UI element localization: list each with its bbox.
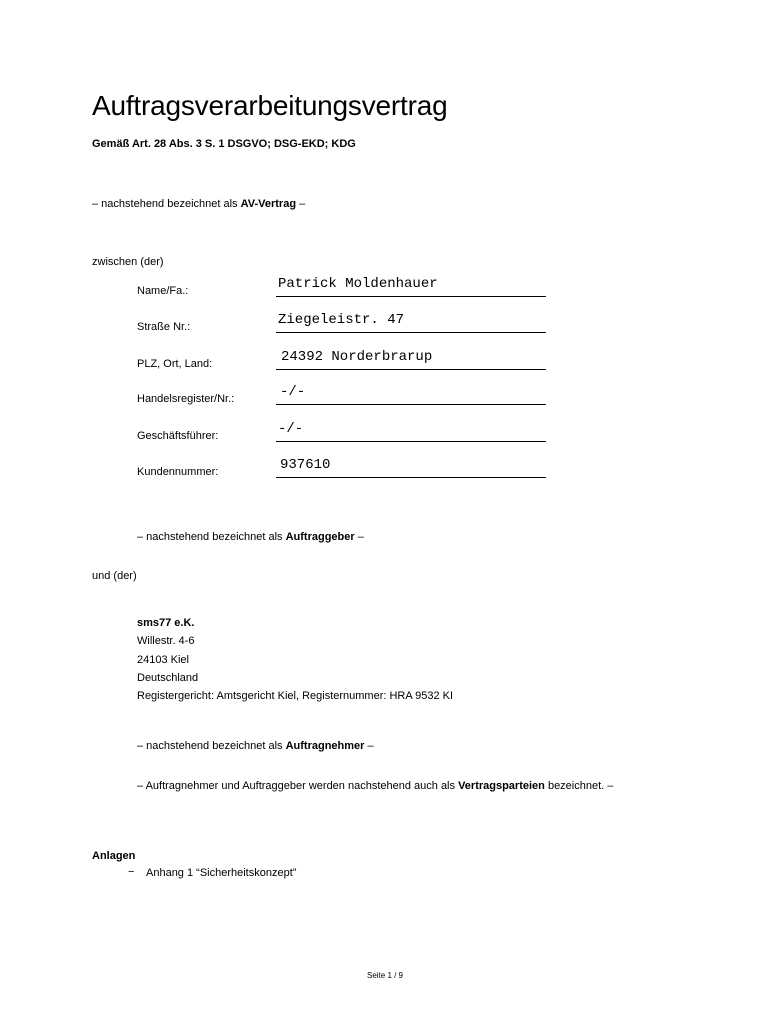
attachment-item: Anhang 1 “Sicherheitskonzept” <box>146 867 297 879</box>
contractor-designation-line <box>137 740 374 752</box>
field-value-city[interactable]: 24392 Norderbrarup <box>276 348 546 370</box>
field-label-city: PLZ, Ort, Land: <box>137 358 213 370</box>
contractor-line-prefix: – nachstehend bezeichnet als <box>137 740 286 752</box>
field-value-customer-number[interactable]: 937610 <box>276 456 546 478</box>
contractor-register: Registergericht: Amtsgericht Kiel, Registernummer: HRA 9532 KI <box>137 690 454 702</box>
contractor-country: Deutschland <box>137 672 199 684</box>
contractor-name: sms77 e.K. <box>137 617 195 629</box>
field-label-street: Straße Nr.: <box>137 321 191 333</box>
client-line-suffix: – <box>354 531 364 543</box>
field-label-name: Name/Fa.: <box>137 285 189 297</box>
and-label: und (der) <box>92 570 137 582</box>
contractor-city: 24103 Kiel <box>137 654 189 666</box>
parties-line-prefix: – Auftragnehmer und Auftraggeber werden nachstehend auch als <box>137 780 459 792</box>
attachments-heading: Anlagen <box>92 850 136 862</box>
contractor-street: Willestr. 4-6 <box>137 635 195 647</box>
page-footer: Seite 1 / 9 <box>366 971 404 980</box>
client-line-bold: Auftraggeber <box>285 531 355 543</box>
av-line-prefix: – nachstehend bezeichnet als <box>92 198 241 210</box>
field-value-name[interactable]: Patrick Moldenhauer <box>276 275 546 297</box>
parties-line-bold: Vertragsparteien <box>458 780 545 792</box>
av-line-bold: AV-Vertrag <box>240 198 297 210</box>
document-subtitle: Gemäß Art. 28 Abs. 3 S. 1 DSGVO; DSG-EKD; KDG <box>92 138 356 150</box>
field-value-street[interactable]: Ziegeleistr. 47 <box>276 311 546 333</box>
av-line-suffix: – <box>296 198 306 210</box>
parties-line-suffix: bezeichnet. – <box>544 780 614 792</box>
contractor-line-suffix: – <box>364 740 374 752</box>
av-contract-line <box>92 198 305 210</box>
field-value-register[interactable]: -/- <box>276 383 546 405</box>
parties-designation-line <box>137 780 613 792</box>
client-line-prefix: – nachstehend bezeichnet als <box>137 531 286 543</box>
document-title: Auftragsverarbeitungsvertrag <box>92 90 448 121</box>
contractor-line-bold: Auftragnehmer <box>285 740 365 752</box>
field-label-customer-number: Kundennummer: <box>137 466 219 478</box>
field-label-register: Handelsregister/Nr.: <box>137 393 235 405</box>
field-value-manager[interactable]: -/- <box>276 420 546 442</box>
field-label-manager: Geschäftsführer: <box>137 430 219 442</box>
between-label: zwischen (der) <box>92 256 164 268</box>
client-designation-line <box>137 531 364 543</box>
attachment-bullet-icon: − <box>128 866 135 878</box>
